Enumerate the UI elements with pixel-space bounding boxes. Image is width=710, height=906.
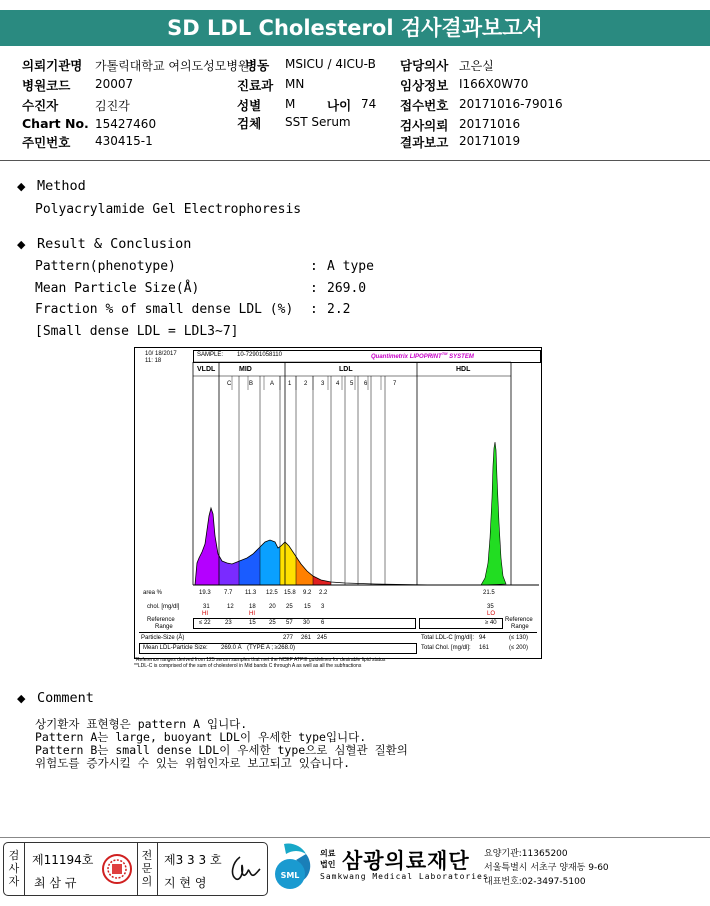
method-text: Polyacrylamide Gel Electrophoresis	[35, 202, 302, 217]
footer-divider	[0, 837, 710, 838]
chart-footnote: *Reference ranges derived from 125 serum samples that met the NCEP ATPIII guidelines for desirable lipid status	[134, 657, 386, 663]
mid-band-label: A	[270, 381, 275, 387]
corp-address: 서울특별시 서초구 양재동 9-60	[484, 863, 609, 873]
age-label: 나이	[327, 98, 352, 113]
area-value: 21.5	[483, 590, 495, 596]
hospcode-value: 20007	[95, 77, 134, 91]
result-row-label: Pattern(phenotype)	[35, 259, 176, 274]
sex-value: M	[285, 97, 296, 111]
total-chol-value: 161	[479, 645, 490, 651]
chol-value: 18	[249, 604, 256, 610]
hospital-value: 가톨릭대학교 여의도성모병원	[95, 59, 250, 73]
area-value: 2.2	[319, 590, 328, 596]
patient-value: 김진각	[95, 99, 130, 113]
institution-code: 요양기관:11365200	[484, 849, 568, 859]
seal-icon	[101, 853, 133, 885]
lipoprint-chart	[134, 347, 542, 659]
mean-size-value: 269.0 Å	[221, 645, 242, 651]
chol-value: 31	[203, 604, 210, 610]
comment-heading: Comment	[37, 690, 94, 706]
ref-value: ≤ 22	[199, 620, 211, 626]
report-title: SD LDL Cholesterol 검사결과보고서	[0, 10, 710, 46]
id-label: 주민번호	[22, 135, 71, 150]
band-group-label: VLDL	[197, 366, 216, 373]
signature-box	[3, 842, 268, 896]
area-value: 19.3	[199, 590, 211, 596]
result-date-value: 20171019	[459, 134, 521, 148]
mid-band-label: B	[249, 381, 254, 387]
clinical-value: I166X0W70	[459, 77, 529, 91]
total-ldlc-value: 94	[479, 635, 486, 641]
ref-value: 57	[286, 620, 293, 626]
hospcode-label: 병원코드	[22, 78, 71, 93]
ldl-band-label: 7	[393, 381, 397, 387]
particle-value: 261	[301, 635, 312, 641]
total-chol-ref: (≤ 200)	[509, 645, 528, 651]
result-row-label: Fraction % of small dense LDL (%)	[35, 302, 294, 317]
header-divider	[0, 160, 710, 161]
doctor-license: 제3 3 3 호	[164, 853, 222, 867]
result-row-value: A type	[327, 259, 374, 274]
particle-value: 277	[283, 635, 294, 641]
chart-no-label: Chart No.	[22, 116, 89, 131]
area-value: 7.7	[224, 590, 233, 596]
corp-phone: 대표번호:02-3497-5100	[484, 877, 586, 887]
result-row-value: 269.0	[327, 281, 367, 296]
doctor-vertical-label: 전 문 의	[141, 849, 153, 888]
sample-label: SAMPLE:	[197, 352, 224, 358]
lipoprint-svg	[135, 348, 541, 658]
ldl-band-label: 5	[350, 381, 354, 387]
ward-value: MSICU / 4ICU-B	[285, 57, 376, 71]
area-label: area %	[143, 590, 163, 596]
area-value: 11.3	[245, 590, 257, 596]
ref-right-label: Reference	[505, 617, 533, 623]
sample-value: 10-72901058110	[237, 352, 282, 358]
result-row-label: Mean Particle Size(Å)	[35, 281, 200, 296]
fraction-band	[280, 542, 296, 585]
flag-hi: HI	[249, 611, 255, 617]
age-value: 74	[361, 97, 377, 111]
ref-value: 6	[321, 620, 325, 626]
chart-no-value: 15427460	[95, 117, 157, 131]
sml-logo-icon	[270, 842, 316, 894]
comment-line: Pattern B는 small dense LDL이 우세한 type으로 심혈관 질환의	[35, 743, 408, 757]
chol-label: chol. [mg/dl]	[147, 604, 180, 610]
corp-english-name: Samkwang Medical Laboratories	[320, 872, 489, 881]
chart-time: 11: 18	[145, 358, 162, 364]
area-value: 9.2	[303, 590, 312, 596]
patient-label: 수진자	[22, 98, 59, 113]
chol-value: 3	[321, 604, 325, 610]
signature-icon	[226, 853, 262, 885]
specimen-value: SST Serum	[285, 115, 351, 129]
result-heading: Result & Conclusion	[37, 236, 192, 252]
tester-vertical-label: 검 사 자	[8, 849, 20, 888]
ref-value: 23	[225, 620, 232, 626]
doctor-sig-name: 지 현 영	[164, 876, 207, 890]
ref-value: 25	[269, 620, 276, 626]
chart-date: 10/ 18/2017	[145, 351, 177, 357]
corp-prefix: 의료	[320, 849, 336, 858]
chol-value: 25	[286, 604, 293, 610]
corp-prefix: 법인	[320, 860, 336, 869]
result-date-label: 결과보고	[400, 135, 449, 150]
result-row-sep: :	[310, 259, 318, 274]
doctor-label: 담당의사	[400, 58, 449, 73]
result-row-sep: :	[310, 281, 318, 296]
receipt-value: 20171016-79016	[459, 97, 563, 111]
chol-value: 20	[269, 604, 276, 610]
total-chol-label: Total Chol. [mg/dl]:	[421, 645, 471, 651]
corp-name: 삼광의료재단	[342, 849, 470, 873]
receipt-label: 접수번호	[400, 98, 449, 113]
hdl-peak	[481, 442, 506, 585]
ref-label: Reference	[147, 617, 175, 623]
clinical-label: 임상정보	[400, 78, 449, 93]
mean-size-label: Mean LDL-Particle Size:	[143, 645, 208, 651]
ref-value: 30	[303, 620, 310, 626]
tester-name: 최 삼 규	[34, 876, 77, 890]
ldl-band-label: 2	[304, 381, 308, 387]
chol-value: 12	[227, 604, 234, 610]
particle-value: 245	[317, 635, 328, 641]
chol-value: 15	[304, 604, 311, 610]
sml-logo-text: SML	[280, 871, 300, 880]
specimen-label: 검체	[237, 116, 262, 131]
comment-line: Pattern A는 large, buoyant LDL이 우세한 type입니다.	[35, 730, 367, 744]
area-value: 15.8	[284, 590, 296, 596]
ref-right-label: Range	[511, 624, 529, 630]
flag-hi: HI	[202, 611, 208, 617]
dept-value: MN	[285, 77, 305, 91]
sex-label: 성별	[237, 98, 262, 113]
fraction-band	[219, 556, 239, 585]
band-group-label: HDL	[456, 366, 471, 373]
mid-band-label: C	[227, 381, 232, 387]
ref-label: Range	[155, 624, 173, 630]
dept-label: 진료과	[237, 78, 274, 93]
ref-value: ≥ 40	[485, 620, 497, 626]
comment-line: 상기환자 표현형은 pattern A 입니다.	[35, 717, 248, 731]
ldl-band-label: 4	[336, 381, 340, 387]
comment-body	[35, 718, 408, 770]
fraction-band	[239, 547, 260, 585]
ldl-band-label: 6	[364, 381, 368, 387]
method-bullet-icon: ◆	[17, 180, 26, 193]
id-value: 430415-1	[95, 134, 153, 148]
brand-logo: Quantimetrix LIPOPRINT™ SYSTEM	[371, 351, 474, 360]
hospital-label: 의뢰기관명	[22, 58, 83, 73]
result-note: [Small dense LDL = LDL3~7]	[35, 324, 239, 339]
result-row-value: 2.2	[327, 302, 351, 317]
method-heading: Method	[37, 178, 86, 194]
tester-license: 제11194호	[32, 853, 94, 867]
ldl-band-label: 1	[288, 381, 292, 387]
request-value: 20171016	[459, 117, 521, 131]
band-group-label: LDL	[339, 366, 353, 373]
mean-size-type: (TYPE A ; ≥268.0)	[247, 645, 295, 651]
ldl-band-label: 3	[321, 381, 325, 387]
chol-value: 35	[487, 604, 494, 610]
total-ldlc-ref: (≤ 130)	[509, 635, 528, 641]
request-label: 검사의뢰	[400, 118, 449, 133]
particle-label: Particle-Size (Å)	[141, 635, 185, 641]
chart-footnote: **LDL-C is comprised of the sum of cholesterol in Mid bands C through A as well as all the subfractions	[134, 663, 362, 669]
ref-value: 15	[249, 620, 256, 626]
total-ldlc-label: Total LDL-C [mg/dl]:	[421, 635, 475, 641]
flag-lo: LO	[487, 611, 496, 617]
result-bullet-icon: ◆	[17, 238, 26, 251]
particle-divider	[139, 632, 537, 633]
doctor-value: 고은실	[459, 59, 494, 73]
result-row-sep: :	[310, 302, 318, 317]
fraction-band	[195, 508, 219, 585]
comment-bullet-icon: ◆	[17, 692, 26, 705]
area-value: 12.5	[266, 590, 278, 596]
band-group-label: MID	[239, 366, 252, 373]
comment-line: 위험도를 증가시킬 수 있는 위험인자로 보고되고 있습니다.	[35, 756, 351, 770]
ward-label: 병동	[245, 58, 270, 73]
